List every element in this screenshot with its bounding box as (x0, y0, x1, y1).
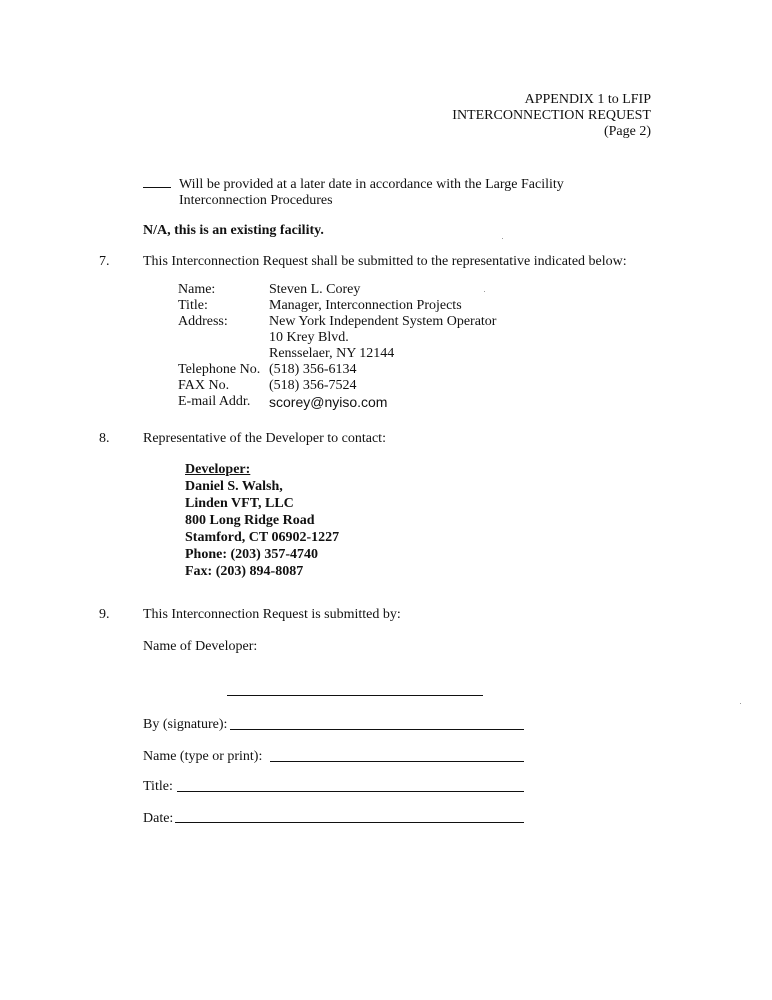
developer-contact-block (185, 461, 339, 580)
contact-label: Telephone No. (178, 362, 261, 377)
signature-field[interactable] (230, 729, 524, 730)
contact-row-fax (178, 378, 496, 394)
contact-email-value: scorey@nyiso.com (269, 394, 388, 410)
developer-line: Fax: (203) 894-8087 (185, 564, 304, 579)
developer-name-line[interactable] (227, 695, 483, 696)
scan-speck (740, 703, 741, 704)
contact-label: Title: (178, 298, 208, 313)
contact-value: Manager, Interconnection Projects (269, 298, 462, 313)
title-label: Title: (143, 779, 173, 794)
header-page: (Page 2) (603, 124, 651, 139)
option-blank-line (143, 175, 171, 188)
name-print-label: Name (type or print): (143, 749, 263, 764)
item7-number: 7. (99, 254, 110, 269)
contact-label: E-mail Addr. (178, 394, 251, 409)
item8-text: Representative of the Developer to contact: (143, 431, 386, 446)
representative-contact-table (178, 282, 496, 410)
item9-number: 9. (99, 607, 110, 622)
contact-row-email (178, 394, 496, 410)
item9-text: This Interconnection Request is submitted by: (143, 607, 401, 622)
contact-label (178, 346, 269, 362)
contact-value: (518) 356-6134 (269, 362, 357, 377)
option-text-line2: Interconnection Procedures (179, 193, 333, 208)
developer-line: Daniel S. Walsh, (185, 479, 283, 494)
developer-line: Stamford, CT 06902-1227 (185, 530, 340, 545)
date-field[interactable] (175, 822, 524, 823)
name-print-field[interactable] (270, 761, 524, 762)
header-title: INTERCONNECTION REQUEST (452, 108, 651, 123)
contact-label: Address: (178, 314, 228, 329)
contact-row-address-3 (178, 346, 496, 362)
option-block (143, 175, 564, 209)
contact-row-title (178, 298, 496, 314)
date-label: Date: (143, 811, 174, 826)
contact-row-telephone (178, 362, 496, 378)
contact-label: FAX No. (178, 378, 230, 393)
developer-line: Linden VFT, LLC (185, 496, 294, 511)
contact-value: New York Independent System Operator (269, 314, 497, 329)
developer-line: Phone: (203) 357-4740 (185, 547, 318, 562)
contact-value: Steven L. Corey (269, 282, 361, 297)
contact-row-address (178, 314, 496, 330)
page-header (452, 92, 651, 140)
name-of-developer-label: Name of Developer: (143, 639, 258, 654)
contact-value: (518) 356-7524 (269, 378, 357, 393)
contact-row-name (178, 282, 496, 298)
developer-line: 800 Long Ridge Road (185, 513, 315, 528)
na-note: N/A, this is an existing facility. (143, 223, 324, 238)
scan-speck (484, 291, 485, 292)
contact-value: 10 Krey Blvd. (269, 330, 349, 345)
contact-row-address-2 (178, 330, 496, 346)
contact-label: Name: (178, 282, 216, 297)
developer-heading: Developer: (185, 462, 251, 477)
signature-label: By (signature): (143, 717, 228, 732)
item8-number: 8. (99, 431, 110, 446)
scan-speck (502, 238, 503, 239)
contact-value: Rensselaer, NY 12144 (269, 346, 395, 361)
header-appendix: APPENDIX 1 to LFIP (524, 92, 651, 107)
option-text-line1: Will be provided at a later date in accordance with the Large Facility (179, 177, 564, 192)
item7-text: This Interconnection Request shall be submitted to the representative indicated below: (143, 254, 627, 269)
title-field[interactable] (177, 791, 524, 792)
contact-label (178, 330, 269, 346)
